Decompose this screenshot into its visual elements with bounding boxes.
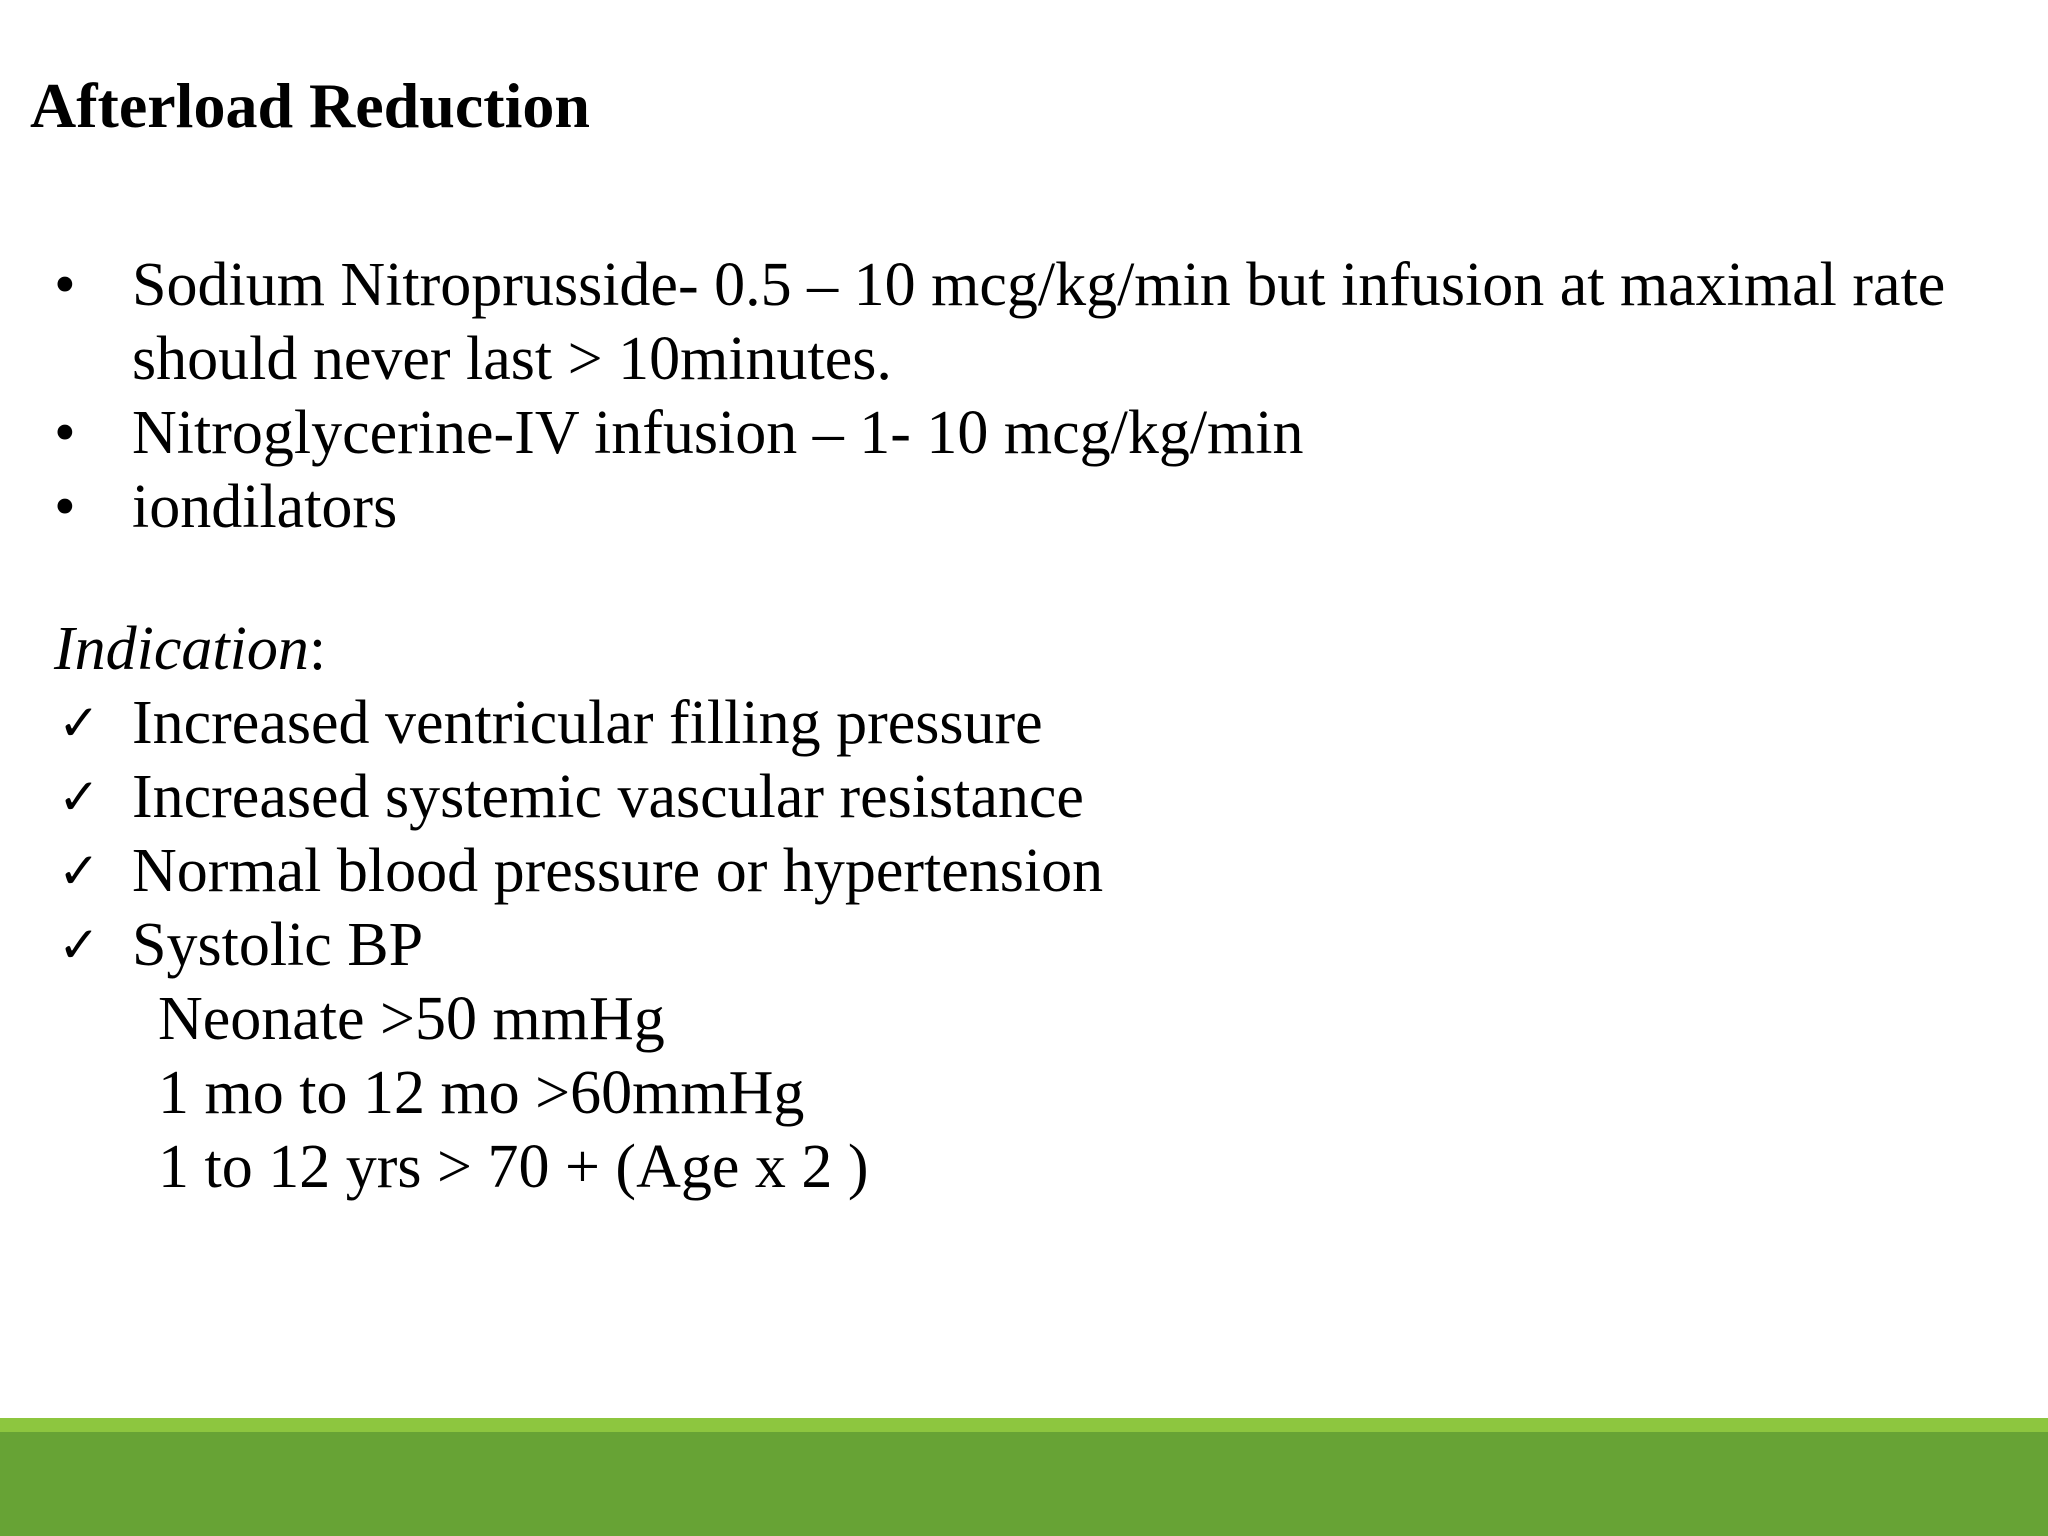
bullet-text: iondilators	[132, 473, 398, 541]
slide-title: Afterload Reduction	[30, 70, 590, 141]
indication-heading-label: Indication	[54, 615, 309, 683]
indication-item-text: Normal blood pressure or hypertension	[132, 837, 1104, 905]
bullet-text: Nitroglycerine-IV infusion – 1- 10 mcg/kg/min	[132, 399, 1304, 467]
systolic-bp-infant: 1 mo to 12 mo >60mmHg	[158, 1059, 805, 1127]
indication-item-vascular-resistance	[54, 760, 1654, 834]
indication-item-text: Systolic BP	[132, 911, 424, 979]
bullet-item-iondilators	[54, 470, 1954, 544]
indication-section	[54, 612, 1654, 1204]
indication-item-systolic-bp	[54, 908, 1654, 982]
indication-item-text: Increased ventricular filling pressure	[132, 689, 1043, 757]
bullet-item-sodium-nitroprusside	[54, 248, 1954, 396]
checkmark-icon: ✓	[58, 842, 100, 900]
indication-heading	[54, 612, 1654, 686]
footer-bar	[0, 1432, 2048, 1536]
bullet-icon: •	[54, 473, 76, 541]
bullet-item-nitroglycerine	[54, 396, 1954, 470]
checkmark-icon: ✓	[58, 768, 100, 826]
systolic-bp-neonate: Neonate >50 mmHg	[158, 985, 665, 1053]
footer-accent-stripe	[0, 1418, 2048, 1432]
indication-item-text: Increased systemic vascular resistance	[132, 763, 1084, 831]
systolic-bp-child: 1 to 12 yrs > 70 + (Age x 2 )	[158, 1133, 869, 1201]
bullet-icon: •	[54, 399, 76, 467]
drug-bullet-list	[54, 248, 1954, 544]
indication-heading-colon: :	[308, 615, 327, 683]
indication-item-filling-pressure	[54, 686, 1654, 760]
checkmark-icon: ✓	[58, 694, 100, 752]
bullet-icon: •	[54, 251, 76, 319]
bullet-text: Sodium Nitroprusside- 0.5 – 10 mcg/kg/min but infusion at maximal rate should never last > 10minutes.	[132, 251, 1946, 393]
indication-item-blood-pressure	[54, 834, 1654, 908]
checkmark-icon: ✓	[58, 916, 100, 974]
